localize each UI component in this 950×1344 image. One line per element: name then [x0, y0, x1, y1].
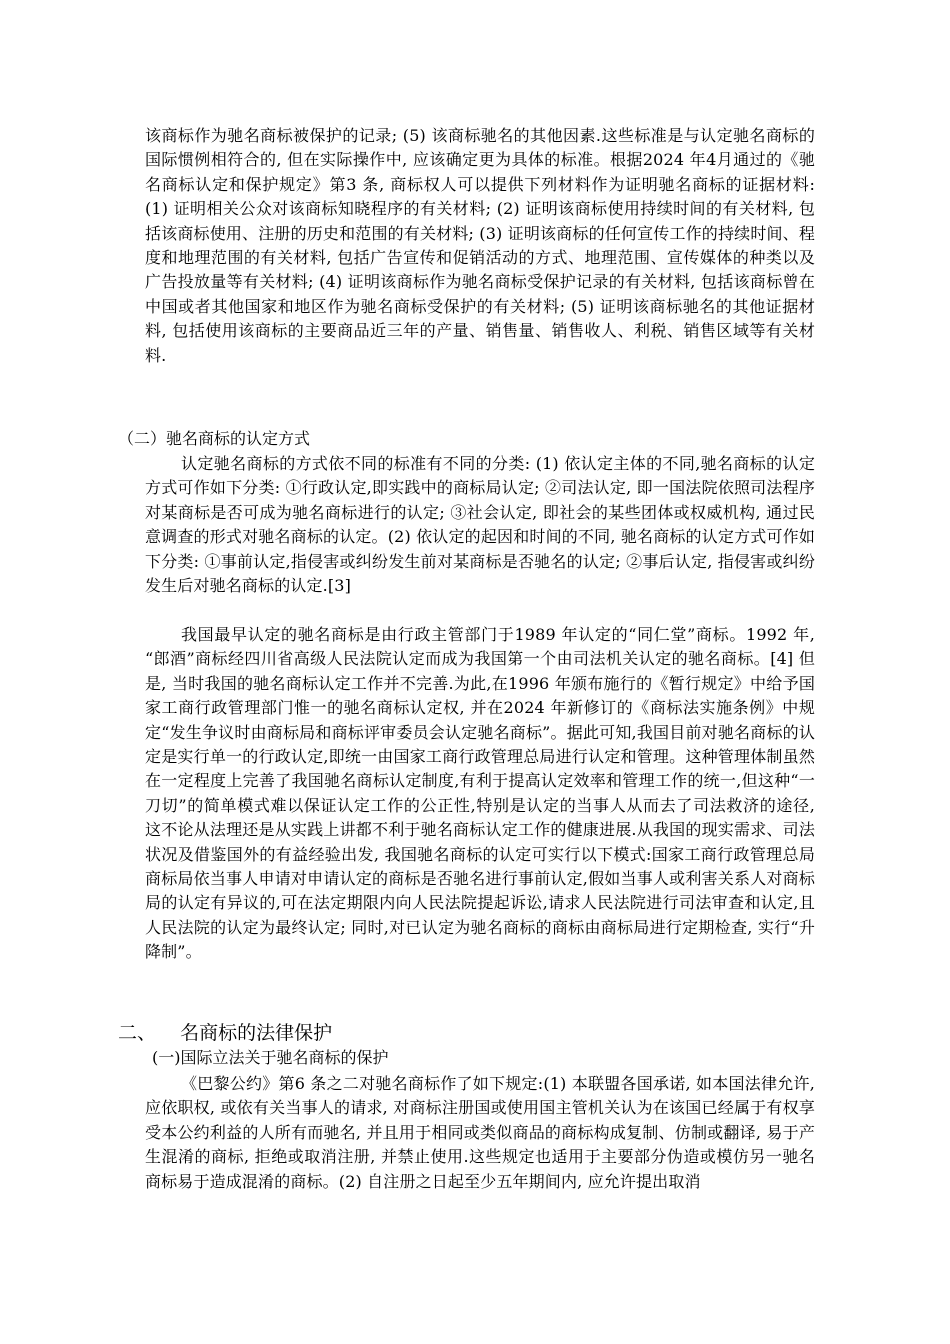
- paragraph-china-recognition-history: 我国最早认定的驰名商标是由行政主管部门于1989 年认定的“同仁堂”商标。1992 年, “郎酒”商标经四川省高级人民法院认定而成为我国第一个由司法机关认定的驰名商标。[4] 但是, 当时我国的驰名商标认定工作并不完善.为此,在1996 年颁布施行的《暂行规定》中给予国家工商行政管理部门惟一的驰名商标认定权, 并在2024 年新修订的《商标法实施条例》中规定“发生争议时由商标局和商标评审委员会认定驰名商标”。据此可知,我国目前对驰名商标的认定是实行单一的行政认定,即统一由国家工商行政管理总局进行认定和管理。这种管理体制虽然在一定程度上完善了我国驰名商标认定制度,有利于提高认定效率和管理工作的统一,但这种“一刀切”的简单模式难以保证认定工作的公正性,特别是认定的当事人从而去了司法救济的途径, 这不论从法理还是从实践上讲都不利于驰名商标认定工作的健康进展.从我国的现实需求、司法状况及借鉴国外的有益经验出发, 我国驰名商标的认定可实行以下模式:国家工商行政管理总局商标局依当事人申请对申请认定的商标是否驰名进行事前认定,假如当事人或利害关系人对商标局的认定有异议的,可在法定期限内向人民法院提起诉讼,请求人民法院进行司法审查和认定,且人民法院的认定为最终认定; 同时,对已认定为驰名商标的商标由商标局进行定期检查, 实行“升降制”。: [145, 625, 815, 962]
- paragraph-paris-convention: 《巴黎公约》第6 条之二对驰名商标作了如下规定:(1) 本联盟各国承诺, 如本国法律允许, 应依职权, 或依有关当事人的请求, 对商标注册国或使用国主管机关认为在该国已经属于有权享受本公约利益的人所有而驰名, 并且用于相同或类似商品的商标构成复制、仿制或翻译, 易于产生混淆的商标, 拒绝或取消注册, 并禁止使用.这些规定也适用于主要部分伪造或模仿另一驰名商标易于造成混淆的商标。(2) 自注册之日起至少五年期间内, 应允许提出取消: [145, 1074, 815, 1191]
- paragraph-recognition-classification: 认定驰名商标的方式依不同的标准有不同的分类: (1) 依认定主体的不同,驰名商标的认定方式可作如下分类: ①行政认定,即实践中的商标局认定; ②司法认定, 即一国法院依照司法程序对某商标是否可成为驰名商标进行的认定; ③社会认定, 即社会的某些团体或权威机构, 通过民意调查的形式对驰名商标的认定。(2) 依认定的起因和时间的不同, 驰名商标的认定方式可作如下分类: ①事前认定,指侵害或纠纷发生前对某商标是否驰名的认定; ②事后认定, 指侵害或纠纷发生后对驰名商标的认定.[3]: [145, 454, 815, 596]
- subheading-recognition-methods: （二）驰名商标的认定方式: [118, 429, 311, 448]
- paragraph-criteria-materials: 该商标作为驰名商标被保护的记录; (5) 该商标驰名的其他因素.这些标准是与认定驰名商标的国际惯例相符合的, 但在实际操作中, 应该确定更为具体的标准。根据2024 年4月通过的《驰名商标认定和保护规定》第3 条, 商标权人可以提供下列材料作为证明驰名商标的证据材料: (1) 证明相关公众对该商标知晓程序的有关材料; (2) 证明该商标使用持续时间的有关材料, 包括该商标使用、注册的历史和范围的有关材料; (3) 证明该商标的任何宣传工作的持续时间、程度和地理范围的有关材料, 包括广告宣传和促销活动的方式、地理范围、宣传媒体的种类以及广告投放量等有关材料; (4) 证明该商标作为驰名商标受保护记录的有关材料, 包括该商标曾在中国或者其他国家和地区作为驰名商标受保护的有关材料; (5) 证明该商标驰名的其他证据材料, 包括使用该商标的主要商品近三年的产量、销售量、销售收人、利税、销售区域等有关材料.: [145, 126, 815, 365]
- subheading-international-legislation: (一)国际立法关于驰名商标的保护: [152, 1048, 389, 1067]
- section-heading-legal-protection: 二、 名商标的法律保护: [118, 1022, 333, 1044]
